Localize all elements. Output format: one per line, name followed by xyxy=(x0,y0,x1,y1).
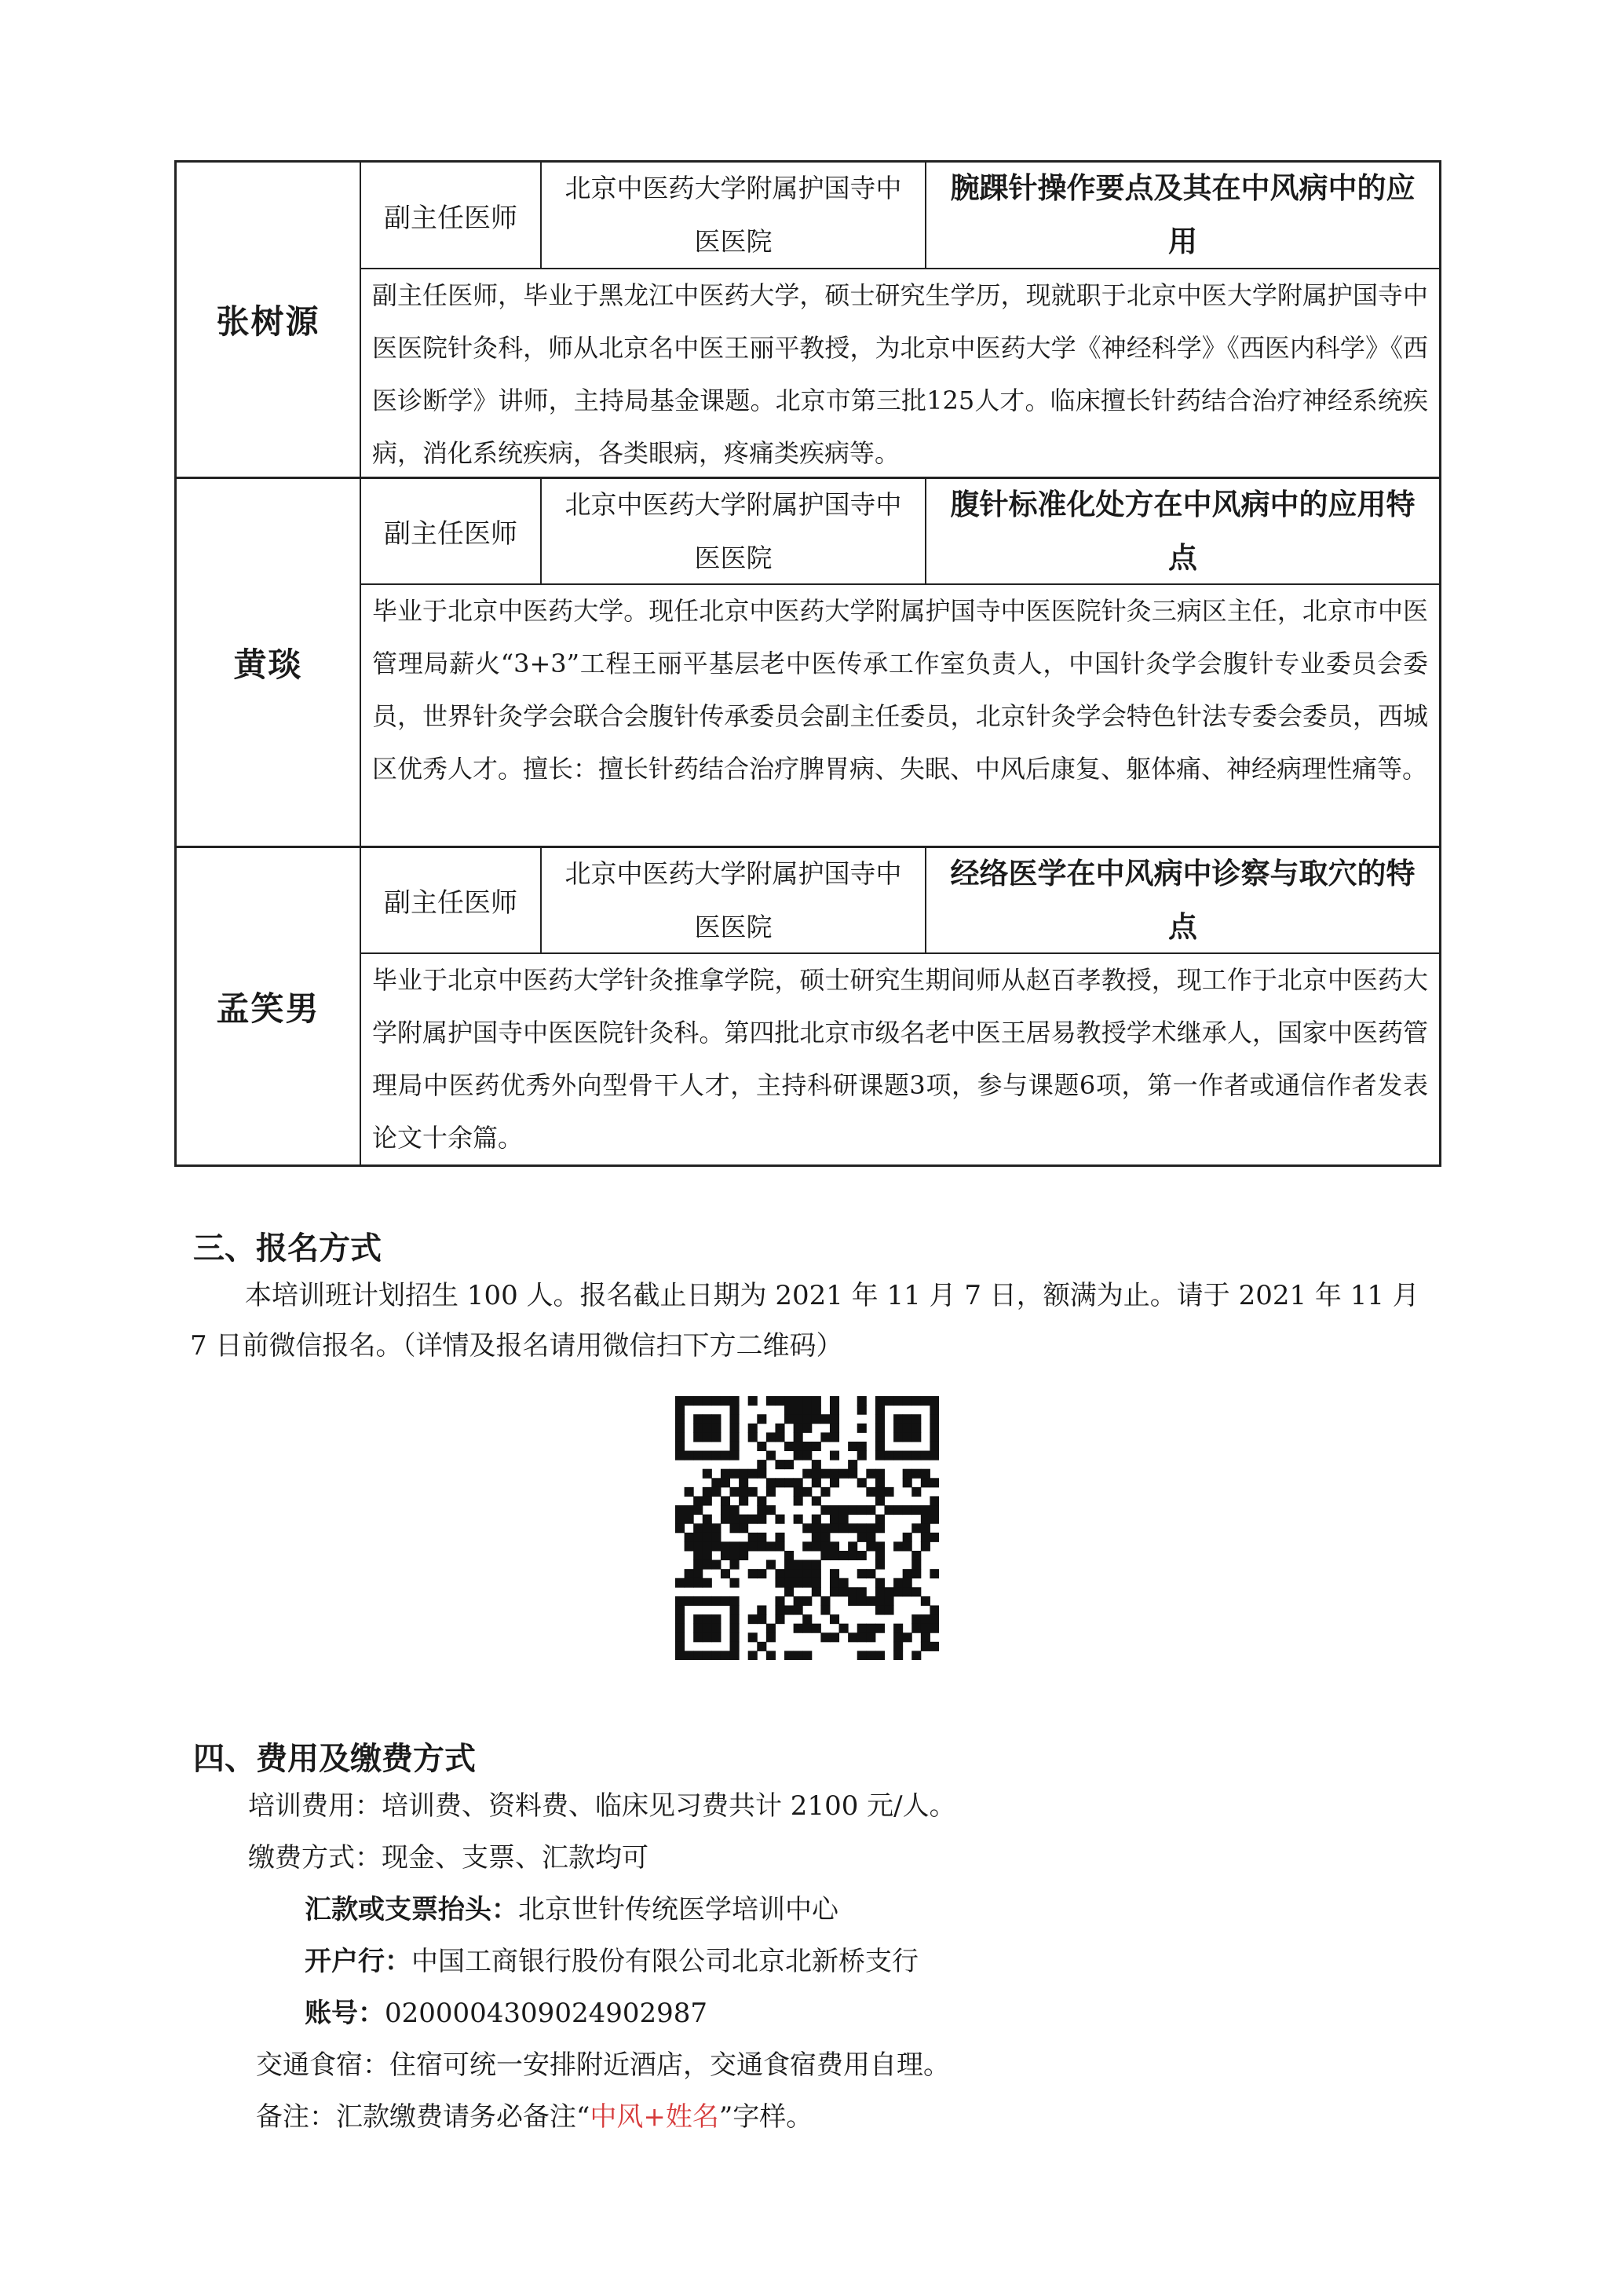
speaker-organization: 北京中医药大学附属护国寺中医医院 xyxy=(564,488,902,573)
payee-value: 北京世针传统医学培训中心 xyxy=(518,1894,838,1925)
speaker-bio: 毕业于北京中医药大学。现任北京中医药大学附属护国寺中医医院针灸三病区主任，北京市中医管理局薪火“3+3”工程王丽平基层老中医传承工作室负责人，中国针灸学会腹针专业委员会委员，世界针灸学会联合会腹针传承委员会副主任委员，北京针灸学会特色针法专委会委员，西城区优秀人才。擅长：擅长针药结合治疗脾胃病、失眠、中风后康复、躯体痛、神经病理性痛等。 xyxy=(372,596,1428,784)
account-line xyxy=(305,1991,707,2030)
speaker-title: 副主任医师 xyxy=(384,887,517,919)
lodging-line: 交通食宿：住宿可统一安排附近酒店，交通食宿费用自理。 xyxy=(256,2049,950,2081)
payee-line xyxy=(305,1888,838,1926)
section-heading-registration: 三、报名方式 xyxy=(193,1230,382,1267)
payee-label: 汇款或支票抬头： xyxy=(305,1894,518,1925)
payment-method-line: 缴费方式：现金、支票、汇款均可 xyxy=(248,1842,648,1874)
note-line xyxy=(256,2095,813,2133)
section-heading-fees: 四、费用及缴费方式 xyxy=(193,1741,476,1777)
bank-label: 开户行： xyxy=(305,1946,411,1977)
table-border-bottom xyxy=(174,1164,1441,1167)
speaker-title: 副主任医师 xyxy=(384,518,517,550)
lecture-topic: 腹针标准化处方在中风病中的应用特点 xyxy=(950,487,1416,575)
bank-line xyxy=(305,1940,919,1978)
note-prefix: 备注：汇款缴费请务必备注“ xyxy=(256,2101,590,2133)
note-highlight: 中风+姓名 xyxy=(590,2101,719,2133)
account-value: 0200004309024902987 xyxy=(385,1998,708,2029)
speaker-name: 张树源 xyxy=(216,302,320,341)
registration-text: 本培训班计划招生 100 人。报名截止日期为 2021 年 11 月 7 日，额满为止。请于 2021 年 11 月 7 日前微信报名。（详情及报名请用微信扫下方二维码） xyxy=(190,1280,1419,1362)
speaker-bio: 毕业于北京中医药大学针灸推拿学院，硕士研究生期间师从赵百孝教授，现工作于北京中医药大学附属护国寺中医医院针灸科。第四批北京市级名老中医王居易教授学术继承人，国家中医药管理局中医药优秀外向型骨干人才，主持科研课题3项，参与课题6项，第一作者或通信作者发表论文十余篇。 xyxy=(372,965,1428,1153)
account-label: 账号： xyxy=(305,1998,385,2029)
bank-value: 中国工商银行股份有限公司北京北新桥支行 xyxy=(411,1946,919,1977)
table-border-right xyxy=(1439,160,1441,1167)
note-suffix: ”字样。 xyxy=(718,2101,813,2133)
speaker-name: 黄琰 xyxy=(233,645,303,684)
qr-code-graphic xyxy=(675,1396,939,1660)
speaker-organization: 北京中医药大学附属护国寺中医医院 xyxy=(564,173,902,257)
speaker-title: 副主任医师 xyxy=(384,202,517,234)
qr-code[interactable] xyxy=(675,1396,939,1660)
speaker-bio: 副主任医师，毕业于黑龙江中医药大学，硕士研究生学历，现就职于北京中医大学附属护国寺中医医院针灸科，师从北京名中医王丽平教授，为北京中医药大学《神经科学》《西医内科学》《西医诊断学》讲师，主持局基金课题。北京市第三批125人才。临床擅长针药结合治疗神经系统疾病，消化系统疾病，各类眼病，疼痛类疾病等。 xyxy=(372,280,1428,468)
speaker-name: 孟笑男 xyxy=(216,989,320,1028)
lecture-topic: 经络医学在中风病中诊察与取穴的特点 xyxy=(950,856,1416,944)
speaker-organization: 北京中医药大学附属护国寺中医医院 xyxy=(564,857,902,942)
fee-line: 培训费用：培训费、资料费、临床见习费共计 2100 元/人。 xyxy=(248,1790,956,1822)
lecture-topic: 腕踝针操作要点及其在中风病中的应用 xyxy=(950,171,1416,258)
